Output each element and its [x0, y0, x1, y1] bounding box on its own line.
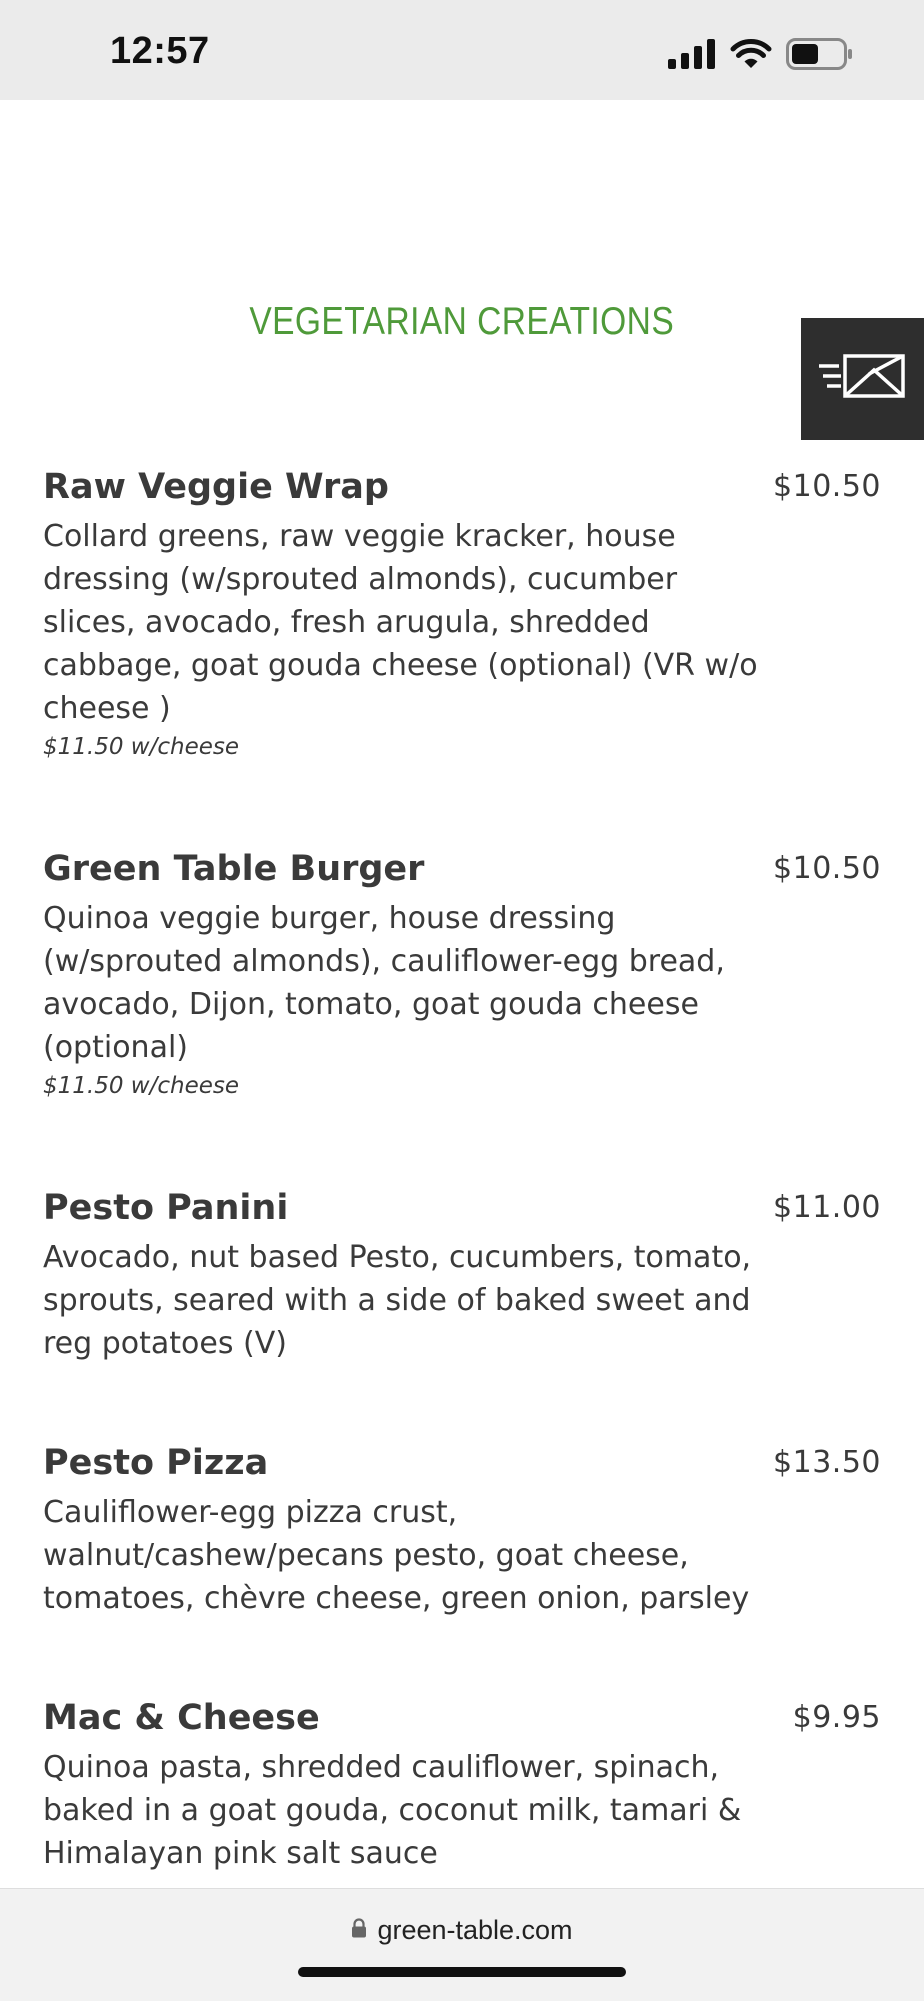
menu-item-name: Pesto Pizza — [43, 1443, 269, 1483]
menu-item-price: $9.95 — [792, 1700, 881, 1735]
menu-item-pesto-panini — [43, 1186, 881, 1365]
status-icons — [668, 36, 854, 72]
menu-item-raw-veggie-wrap — [43, 465, 881, 764]
menu-item-price: $10.50 — [773, 851, 881, 886]
menu-item-name: Raw Veggie Wrap — [43, 467, 389, 507]
menu-item-green-table-burger — [43, 847, 881, 1103]
menu-item-description: Avocado, nut based Pesto, cucumbers, tomato, sprouts, seared with a side of baked sweet and reg potatoes (V) — [43, 1240, 752, 1361]
menu-item-description: Collard greens, raw veggie kracker, house dressing (w/sprouted almonds), cucumber slices, avocado, fresh arugula, shredded cabbage, goat gouda cheese (optional) (VR w/o cheese ) — [43, 519, 758, 726]
menu-item-extra-price: $11.50 w/cheese — [43, 1073, 240, 1099]
menu-item-price: $11.00 — [773, 1190, 881, 1225]
menu-item-name: Pesto Panini — [43, 1188, 289, 1228]
page-content — [0, 100, 924, 1888]
mail-button[interactable] — [801, 318, 924, 440]
wifi-icon — [730, 38, 772, 70]
url-text[interactable]: green-table.com — [377, 1915, 573, 1945]
menu-item-extra-price: $11.50 w/cheese — [43, 734, 240, 760]
status-time: 12:57 — [110, 30, 210, 72]
battery-icon — [786, 38, 854, 70]
mail-fast-icon — [817, 352, 909, 407]
section-title: VEGETARIAN CREATIONS — [249, 300, 675, 343]
menu-item-price: $13.50 — [773, 1445, 881, 1480]
menu-item-description: Quinoa veggie burger, house dressing (w/sprouted almonds), cauliflower-egg bread, avocado, Dijon, tomato, goat gouda cheese (optional) — [43, 901, 725, 1065]
menu-item-name: Green Table Burger — [43, 849, 425, 889]
lock-icon — [351, 1918, 367, 1943]
home-indicator[interactable] — [298, 1967, 626, 1977]
menu-item-name: Mac & Cheese — [43, 1698, 320, 1738]
cellular-signal-icon — [668, 39, 716, 69]
menu-item-pesto-pizza — [43, 1441, 881, 1620]
menu-item-mac-and-cheese — [43, 1696, 881, 1875]
browser-address-bar[interactable] — [0, 1888, 924, 2001]
status-bar — [0, 0, 924, 100]
menu-item-description: Quinoa pasta, shredded cauliflower, spinach, baked in a goat gouda, coconut milk, tamari & Himalayan pink salt sauce — [43, 1750, 742, 1871]
menu-item-description: Cauliflower-egg pizza crust, walnut/cashew/pecans pesto, goat cheese, tomatoes, chèvre cheese, green onion, parsley — [43, 1495, 750, 1616]
url-display[interactable] — [0, 1915, 924, 1946]
menu-item-price: $10.50 — [773, 469, 881, 504]
